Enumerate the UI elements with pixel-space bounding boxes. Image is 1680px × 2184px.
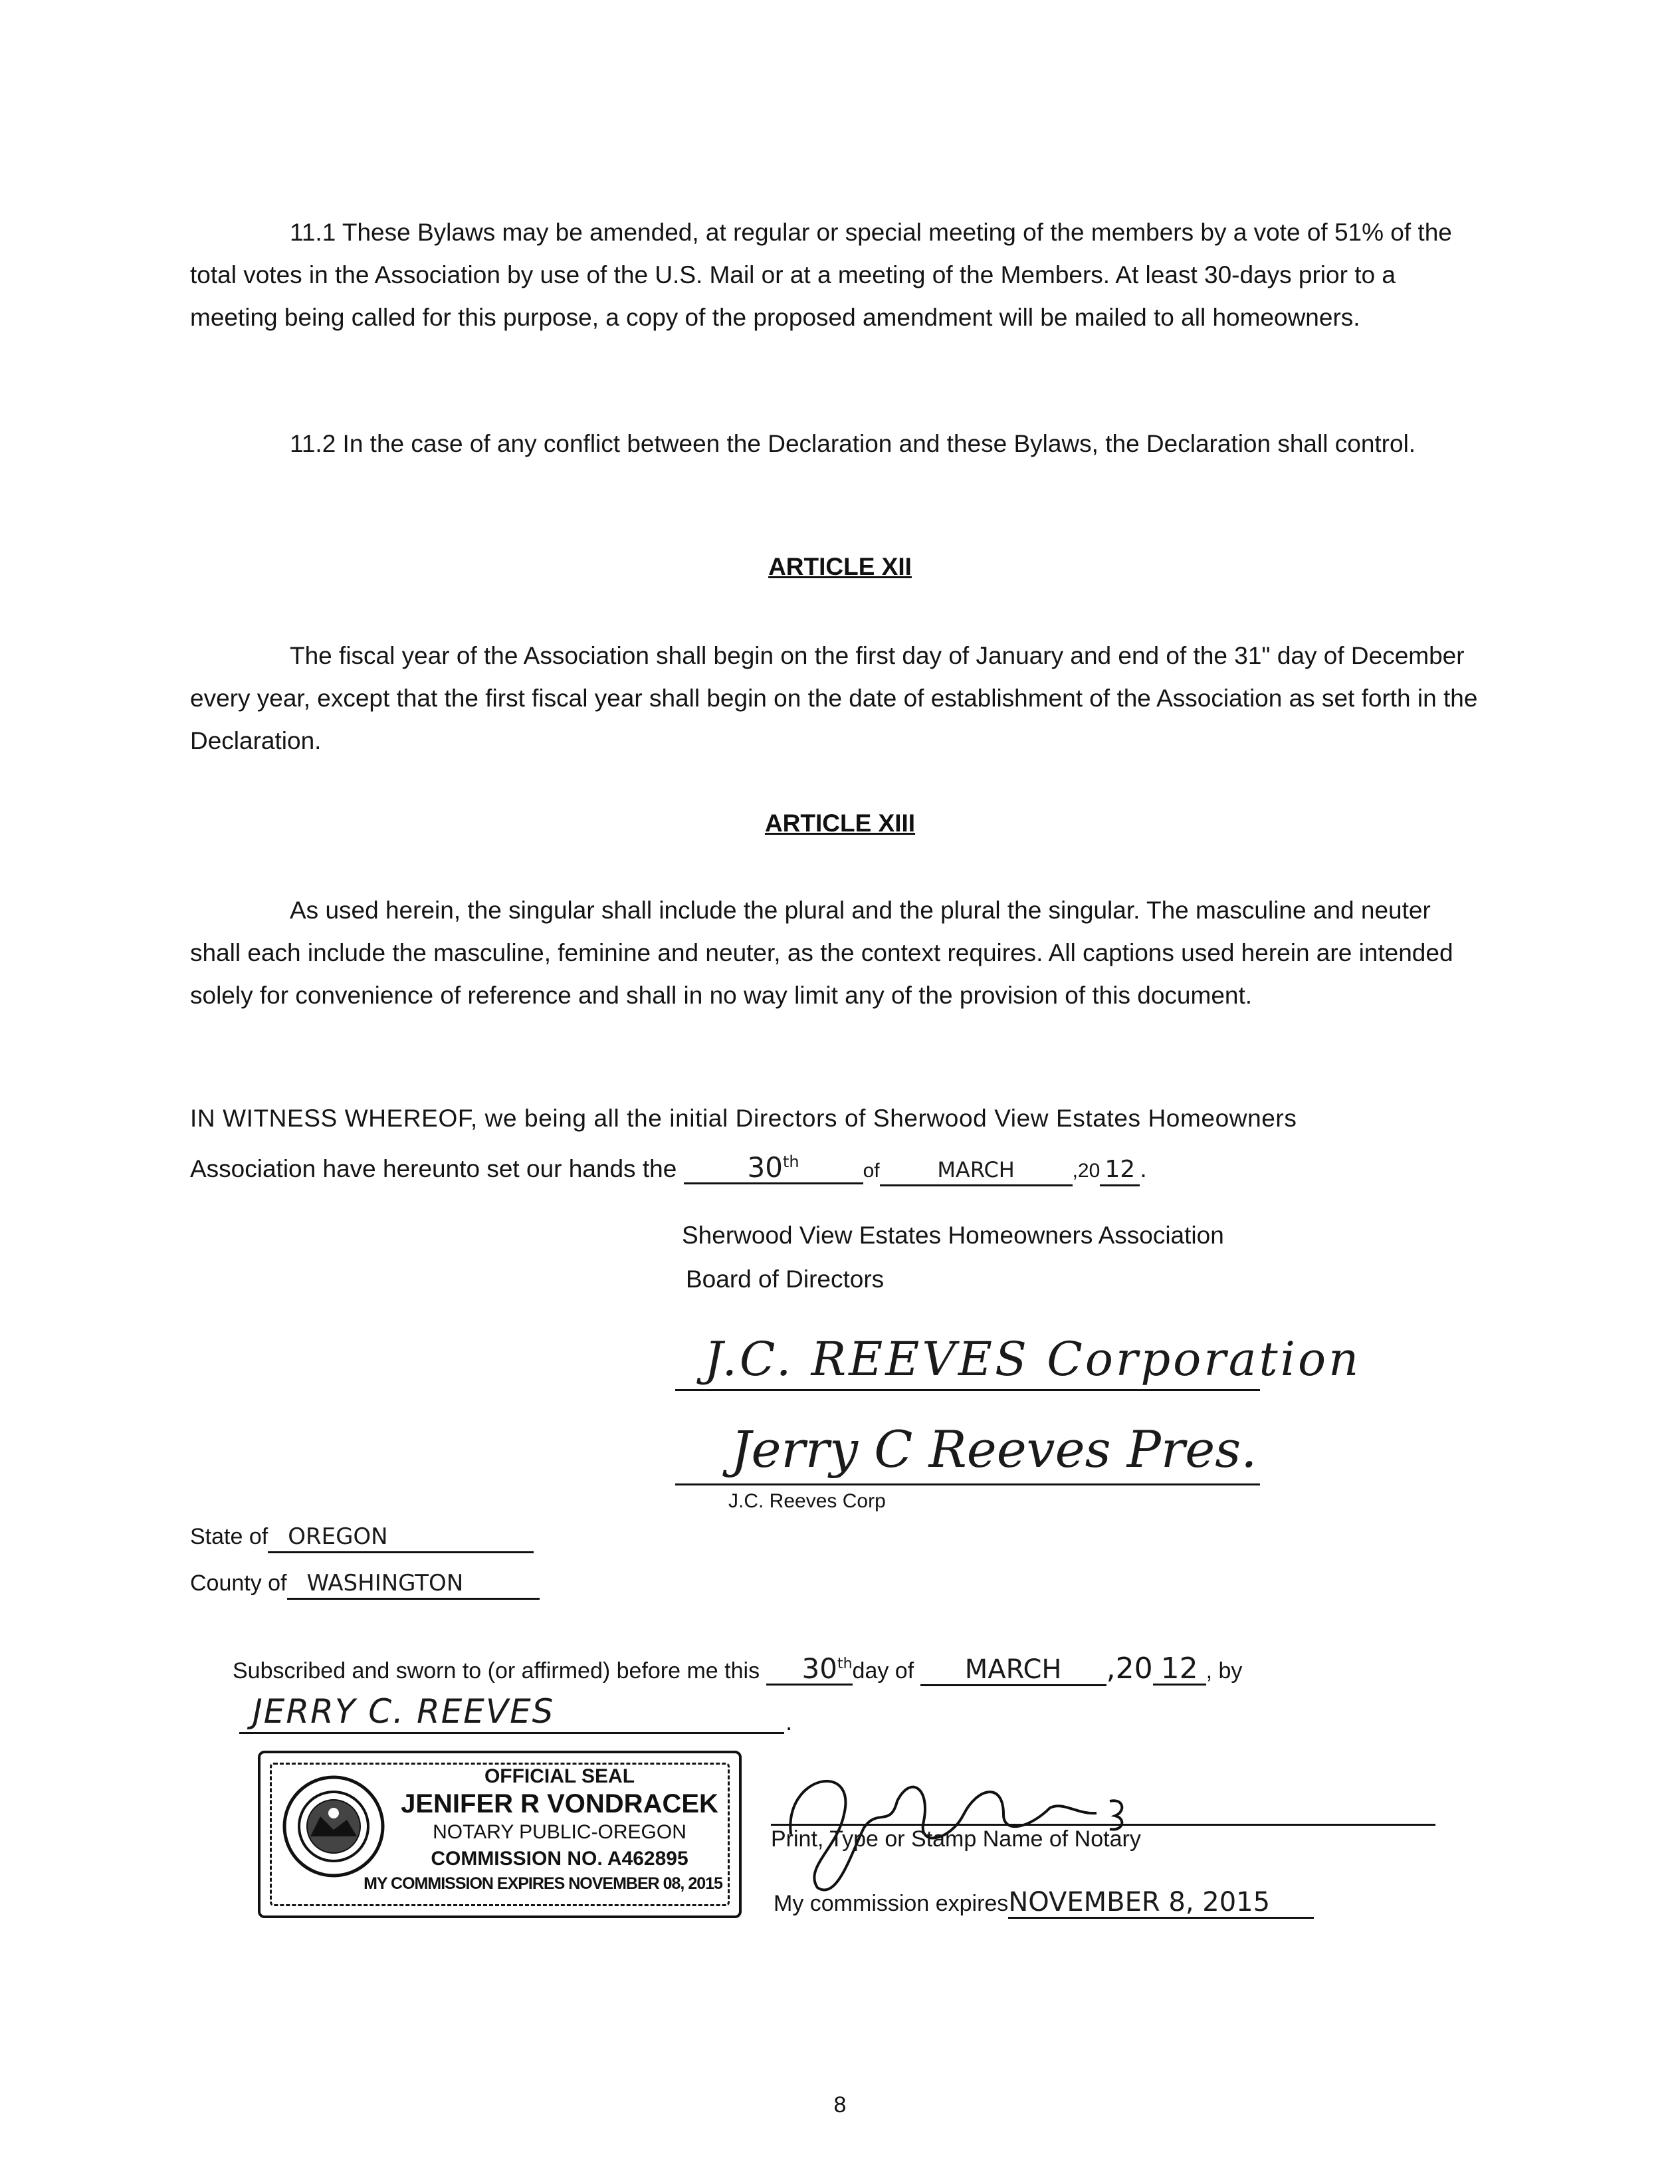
notary-signature-icon — [764, 1735, 1176, 1908]
signature-president: Jerry C Reeves Pres. — [731, 1420, 1257, 1479]
seal-line-5: MY COMMISSION EXPIRES NOVEMBER 08, 2015 — [364, 1874, 722, 1893]
article-xiii-text: As used herein, the singular shall include the plural and the plural the singular. The masculine and neuter shall each include the masculine, feminine and neuter, as the context requires. All captions used herein are intended solely for convenience of reference and shall in no way limit any of the provision of this document. — [190, 897, 1453, 1009]
signature-line-1 — [675, 1389, 1260, 1391]
notary-name-label: Print, Type or Stamp Name of Notary — [771, 1826, 1141, 1852]
jurat-prefix: Subscribed and sworn to (or affirmed) before me this — [233, 1658, 760, 1684]
commission-label: My commission expires — [774, 1891, 1009, 1916]
notary-seal — [258, 1751, 742, 1918]
state-label: State of — [190, 1524, 268, 1549]
jurat-end-punct: . — [786, 1708, 793, 1735]
witness-line-2: Association have hereunto set our hands the 30th of MARCH ,20 12 . — [190, 1147, 1147, 1186]
signer-label: J.C. Reeves Corp — [728, 1490, 886, 1512]
board-title: Board of Directors — [686, 1265, 885, 1293]
witness-prefix: Association have hereunto set our hands the — [190, 1155, 677, 1182]
jurat-month-field: MARCH — [920, 1655, 1106, 1686]
paragraph-11-1: 11.1 These Bylaws may be amended, at regular or special meeting of the members by a vote of 51% of the total votes in the Association by use of the U.S. Mail or at a meeting of the Members. At least 30-days prior to a meeting being called for this purpose, a copy of the proposed amendment will be mailed to all homeowners. — [190, 219, 1452, 331]
seal-line-4: COMMISSION NO. A462895 — [431, 1848, 688, 1870]
board-org-name: Sherwood View Estates Homeowners Association — [682, 1222, 1224, 1249]
commission-field: NOVEMBER 8, 2015 — [1008, 1888, 1314, 1919]
commission-line — [774, 1888, 1314, 1919]
state-field: OREGON — [268, 1522, 534, 1553]
seal-line-1: OFFICIAL SEAL — [484, 1765, 635, 1787]
notary-name-line — [771, 1824, 1435, 1826]
signature-line-2 — [675, 1483, 1260, 1485]
jurat-day-field: 30th — [766, 1650, 853, 1686]
county-field: WASHINGTON — [287, 1569, 540, 1600]
witness-day-field: 30th — [684, 1147, 863, 1184]
seal-line-2: JENIFER R VONDRACEK — [401, 1789, 718, 1818]
paragraph-11-2: 11.2 In the case of any conflict between the Declaration and these Bylaws, the Declaration shall control. — [290, 430, 1416, 457]
witness-month-field: MARCH — [880, 1155, 1073, 1186]
article-xii-text: The fiscal year of the Association shall begin on the first day of January and end of the 31" day of December every year, except that the first fiscal year shall begin on the date of establishment of the Association as set forth in the Declaration. — [190, 642, 1478, 754]
jurat-signer: JERRY C. REEVES — [253, 1692, 555, 1731]
county-label: County of — [190, 1571, 287, 1596]
state-line — [190, 1522, 534, 1553]
county-line — [190, 1569, 540, 1600]
witness-year-field: 12 — [1100, 1155, 1140, 1186]
seal-line-3: NOTARY PUBLIC-OREGON — [433, 1821, 686, 1843]
jurat-year-field: 12 — [1153, 1654, 1206, 1686]
jurat-signer-line — [239, 1732, 784, 1734]
jurat-line: Subscribed and sworn to (or affirmed) before me this 30thday of MARCH ,20 12 , by — [233, 1650, 1242, 1686]
witness-of-label: of — [863, 1160, 880, 1182]
article-xii-heading: ARTICLE XII — [768, 553, 912, 580]
witness-line-1: IN WITNESS WHEREOF, we being all the initial Directors of Sherwood View Estates Homeowners — [190, 1105, 1297, 1132]
state-seal-icon — [280, 1773, 387, 1880]
page-number: 8 — [833, 2092, 847, 2118]
signature-corporation: J.C. REEVES Corporation — [704, 1332, 1362, 1386]
article-xiii-heading: ARTICLE XIII — [764, 810, 916, 837]
